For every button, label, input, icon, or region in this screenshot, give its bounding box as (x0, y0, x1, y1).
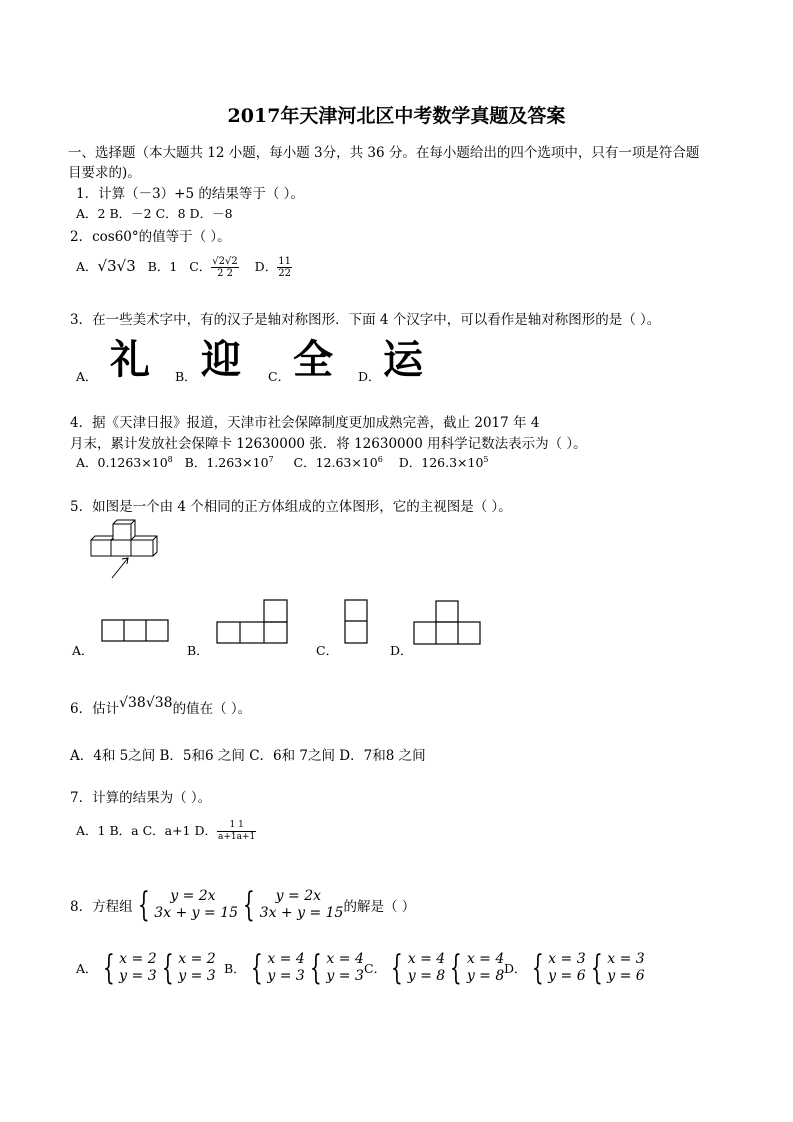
q5-option-b-figure (216, 599, 290, 645)
q8-stem (70, 885, 416, 925)
q5-solid-top-cube-edge (131, 520, 135, 524)
q8-option-b-brace-2: { (309, 948, 322, 988)
q5-solid-edge-right (153, 536, 157, 540)
q8-option-d-line2: y = 6 (548, 968, 586, 984)
q3-char-d: 运 (383, 337, 423, 383)
q3-label-c: C． (268, 369, 291, 384)
q7-options (76, 820, 256, 843)
q1-stem: 1．计算（－3）+5 的结果等于（ ）。 (76, 186, 304, 202)
q3-char-c: 全 (293, 337, 333, 383)
q5-d-top-square (436, 601, 458, 622)
q2-option-d-fraction (277, 256, 292, 279)
q8-stem-pre: 8．方程组 (70, 899, 133, 915)
q5-stem: 5．如图是一个由 4 个相同的正方体组成的立体图形，它的主视图是（ ）。 (70, 499, 512, 515)
q8-system-lines (154, 888, 238, 922)
q4-option-a-exponent: 8 (167, 454, 173, 464)
q3-char-b: 迎 (201, 337, 241, 383)
q8-option-b-line2: y = 3 (267, 968, 305, 984)
q8-option-a-line2: y = 3 (119, 968, 157, 984)
q4-option-b-exponent: 7 (268, 454, 274, 464)
q6-stem-pre: 6．估计 (70, 701, 120, 717)
q2-option-d-label: D． (254, 259, 278, 274)
q8-option-a-label: A． (76, 961, 98, 976)
q4-option-d: D．126.3×10 (398, 455, 484, 470)
q3-label-a: A． (76, 369, 98, 384)
q5-solid-figure (86, 518, 166, 580)
q8-option-a-line2-repeat: y = 3 (178, 968, 216, 984)
q3-stem: 3．在一些美术字中，有的汉子是轴对称图形．下面 4 个汉字中，可以看作是轴对称图形的是（ ）。 (70, 312, 661, 328)
q8-option-c-brace-2: { (450, 948, 462, 988)
q6-options: A．4和 5之间 B．5和6 之间 C．6和 7之间 D．7和8 之间 (70, 748, 426, 764)
q2-option-d-numerator: 11 (278, 256, 291, 267)
q2-option-d-denominator: 22 (278, 268, 291, 279)
q8-system-line2-repeat: 3x + y = 15 (259, 905, 344, 921)
q2-options (76, 256, 292, 279)
q1-options: A．2 B．－2 C．8 D．－8 (76, 206, 233, 221)
q8-option-a-line1: x = 2 (119, 951, 157, 967)
q5-solid-bottom-row-front (91, 540, 153, 556)
q8-option-c-line1-repeat: x = 4 (466, 951, 505, 967)
q8-option-d-label: D． (504, 961, 527, 976)
q8-option-a-brace-2: { (161, 948, 174, 988)
q8-option-b (224, 948, 364, 988)
q8-stem-post: 的解是（ ） (343, 899, 416, 915)
q2-option-b: B．1 (147, 259, 178, 274)
q5-option-c-figure (344, 599, 370, 645)
q6-stem-math: √38√38 (119, 695, 173, 711)
q7-stem: 7．计算的结果为（ ）。 (70, 790, 212, 806)
q8-option-d-lines-2 (607, 951, 644, 985)
q8-option-d-brace-2: { (590, 948, 603, 988)
q8-system-line2: 3x + y = 15 (154, 905, 239, 921)
q8-option-b-label: B． (224, 961, 246, 976)
q6-stem-post: 的值在（ ）。 (172, 701, 252, 717)
q8-option-c-line2: y = 8 (407, 968, 446, 984)
q8-system-line1-repeat: y = 2x (275, 888, 322, 904)
q6-stem (70, 697, 251, 717)
q8-option-b-system (246, 948, 364, 988)
q8-option-b-lines-2 (326, 951, 363, 985)
q8-system-brace-2: { (242, 885, 255, 925)
q7-option-d-fraction (217, 820, 256, 843)
q2-option-c-numerator: √2√2 (212, 256, 238, 267)
q7-options-text: A．1 B．a C．a+1 D． (76, 823, 218, 838)
q8-system (133, 885, 344, 925)
q8-option-d-line1: x = 3 (548, 951, 586, 967)
q4-option-b: B．1.263×10 (184, 455, 269, 470)
q7-option-d-denominator: a+1a+1 (218, 832, 256, 842)
q8-option-d-line2-repeat: y = 6 (607, 968, 645, 984)
q2-option-c-fraction (211, 256, 238, 279)
q8-system-line1: y = 2x (170, 888, 216, 904)
q8-option-a-lines-2 (178, 951, 215, 985)
q2-option-a-math: √3√3 (97, 257, 136, 275)
q8-option-b-line1-repeat: x = 4 (326, 951, 364, 967)
q8-option-c-line1: x = 4 (407, 951, 446, 967)
q4-stem-line2: 月末，累计发放社会保障卡 12630000 张．将 12630000 用科学记数法表示为（ ）。 (70, 436, 587, 452)
section-heading-line2: 目要求的)。 (68, 165, 141, 181)
q5-d-bottom-row (414, 622, 480, 644)
q8-option-c (364, 948, 505, 988)
q4-option-d-exponent: 5 (483, 454, 489, 464)
q5-label-d: D． (390, 643, 413, 658)
q5-view-arrow-shaft (112, 558, 128, 578)
q4-option-c: C．12.63×10 (293, 455, 378, 470)
q8-options (76, 948, 645, 988)
q4-options (76, 453, 489, 471)
q5-solid-top-cube-front (113, 524, 131, 540)
q5-b-bottom-row (217, 622, 287, 643)
q8-option-c-system (386, 948, 505, 988)
q5-label-a: A． (72, 643, 94, 658)
q8-option-b-lines (267, 951, 304, 985)
q8-option-c-lines (408, 951, 445, 985)
q8-option-d-lines (548, 951, 585, 985)
q2-option-a-label: A． (76, 259, 98, 274)
q2-option-c-label: C． (189, 259, 212, 274)
q2-stem: 2．cos60°的值等于（ ）。 (70, 229, 231, 245)
q5-option-a-figure (101, 619, 171, 643)
q5-b-top-square (264, 600, 287, 622)
q5-solid-top-left (91, 536, 113, 540)
q8-option-d-brace: { (531, 948, 544, 988)
q5-a-frame (102, 620, 168, 641)
q8-option-c-brace: { (390, 948, 403, 988)
q8-option-b-brace: { (250, 948, 263, 988)
q4-option-a: A．0.1263×10 (76, 455, 168, 470)
q7-option-d-numerator: 1 1 (217, 820, 256, 832)
q8-option-a-system (98, 948, 216, 988)
q4-stem-line1: 4．据《天津日报》报道，天津市社会保障制度更加成熟完善，截止 2017 年 4 (70, 415, 540, 431)
q8-option-c-lines-2 (467, 951, 504, 985)
q8-option-d-system (527, 948, 645, 988)
q8-option-a (76, 948, 224, 988)
q3-label-b: B． (175, 369, 197, 384)
q4-option-c-exponent: 6 (377, 454, 383, 464)
q3-char-a: 礼 (110, 337, 150, 383)
q2-option-c-denominator: 2 2 (217, 268, 233, 279)
q8-option-a-lines (119, 951, 156, 985)
q8-option-a-line1-repeat: x = 2 (178, 951, 216, 967)
q5-label-c: C． (316, 643, 339, 658)
q5-option-d-figure (413, 600, 483, 646)
q5-label-b: B． (187, 643, 209, 658)
q8-system-brace: { (137, 885, 150, 925)
q8-system-lines-2 (260, 888, 344, 922)
q8-option-b-line1: x = 4 (267, 951, 305, 967)
q8-option-a-brace: { (102, 948, 115, 988)
q8-option-b-line2-repeat: y = 3 (326, 968, 364, 984)
q3-label-d: D． (358, 369, 381, 384)
q8-option-c-label: C． (364, 961, 387, 976)
q8-option-d-line1-repeat: x = 3 (607, 951, 645, 967)
q8-option-d (504, 948, 645, 988)
page-title: 2017年天津河北区中考数学真题及答案 (227, 105, 566, 127)
q8-option-c-line2-repeat: y = 8 (466, 968, 505, 984)
section-heading-line1: 一、选择题（本大题共 12 小题，每小题 3分，共 36 分。在每小题给出的四个选项中，只有一项是符合题 (68, 145, 700, 161)
